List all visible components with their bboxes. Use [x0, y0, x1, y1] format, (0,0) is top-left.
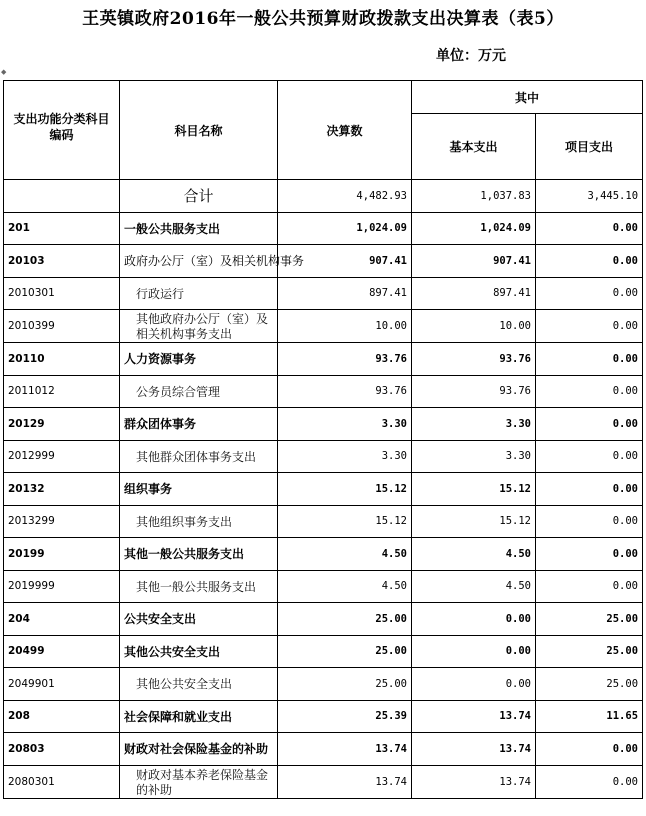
row-project: 0.00 [536, 473, 643, 506]
row-total: 25.00 [278, 635, 412, 668]
row-basic: 13.74 [412, 733, 536, 766]
row-name: 公务员综合管理 [120, 375, 278, 408]
row-name: 财政对基本养老保险基金的补助 [120, 765, 278, 798]
row-total: 10.00 [278, 310, 412, 343]
table-row [4, 277, 643, 310]
row-basic: 0.00 [412, 635, 536, 668]
row-total: 4.50 [278, 570, 412, 603]
table-row [4, 505, 643, 538]
row-code: 2013299 [4, 505, 120, 538]
row-basic: 907.41 [412, 245, 536, 278]
header-group: 其中 [412, 81, 643, 114]
row-name: 群众团体事务 [120, 408, 278, 441]
table-row [4, 310, 643, 343]
row-code: 20129 [4, 408, 120, 441]
row-code: 20110 [4, 343, 120, 376]
row-code: 20499 [4, 635, 120, 668]
table-row [4, 212, 643, 245]
row-total: 15.12 [278, 505, 412, 538]
table-row [4, 700, 643, 733]
row-code: 2010301 [4, 277, 120, 310]
row-marker-icon: ◆ [1, 68, 7, 76]
total-label: 合计 [120, 180, 278, 213]
table-row [4, 765, 643, 798]
row-code: 20132 [4, 473, 120, 506]
row-code: 208 [4, 700, 120, 733]
row-basic: 3.30 [412, 408, 536, 441]
row-project: 0.00 [536, 343, 643, 376]
row-name: 其他组织事务支出 [120, 505, 278, 538]
unit-label: 单位：万元 [436, 48, 506, 64]
row-project: 0.00 [536, 733, 643, 766]
row-total: 13.74 [278, 765, 412, 798]
row-project: 0.00 [536, 538, 643, 571]
row-basic: 15.12 [412, 505, 536, 538]
row-basic: 13.74 [412, 765, 536, 798]
row-name: 行政运行 [120, 277, 278, 310]
row-total: 897.41 [278, 277, 412, 310]
row-basic: 4.50 [412, 538, 536, 571]
row-basic: 3.30 [412, 440, 536, 473]
row-total: 93.76 [278, 375, 412, 408]
row-total: 25.39 [278, 700, 412, 733]
row-project: 11.65 [536, 700, 643, 733]
row-name: 财政对社会保险基金的补助 [120, 733, 278, 766]
row-name: 其他公共安全支出 [120, 635, 278, 668]
row-total: 93.76 [278, 343, 412, 376]
header-code: 支出功能分类科目编码 [4, 81, 120, 180]
row-total: 25.00 [278, 603, 412, 636]
row-name: 一般公共服务支出 [120, 212, 278, 245]
row-project: 0.00 [536, 375, 643, 408]
row-code: 2012999 [4, 440, 120, 473]
row-total: 4.50 [278, 538, 412, 571]
row-basic: 13.74 [412, 700, 536, 733]
total-code-cell [4, 180, 120, 213]
row-basic: 0.00 [412, 668, 536, 701]
header-project: 项目支出 [536, 114, 643, 180]
row-code: 2049901 [4, 668, 120, 701]
row-code: 2011012 [4, 375, 120, 408]
row-project: 25.00 [536, 668, 643, 701]
row-code: 204 [4, 603, 120, 636]
row-basic: 15.12 [412, 473, 536, 506]
row-project: 0.00 [536, 440, 643, 473]
row-total: 3.30 [278, 408, 412, 441]
row-total: 13.74 [278, 733, 412, 766]
row-project: 0.00 [536, 408, 643, 441]
row-code: 2019999 [4, 570, 120, 603]
row-name: 公共安全支出 [120, 603, 278, 636]
table-row [4, 245, 643, 278]
table-row [4, 570, 643, 603]
row-name: 社会保障和就业支出 [120, 700, 278, 733]
row-name: 其他群众团体事务支出 [120, 440, 278, 473]
total-row [4, 180, 643, 213]
row-name: 组织事务 [120, 473, 278, 506]
row-code: 2010399 [4, 310, 120, 343]
row-total: 907.41 [278, 245, 412, 278]
row-name: 其他一般公共服务支出 [120, 538, 278, 571]
total-project: 3,445.10 [536, 180, 643, 213]
header-basic: 基本支出 [412, 114, 536, 180]
row-code: 201 [4, 212, 120, 245]
row-code: 20103 [4, 245, 120, 278]
row-basic: 897.41 [412, 277, 536, 310]
row-name: 其他公共安全支出 [120, 668, 278, 701]
row-total: 25.00 [278, 668, 412, 701]
table-row [4, 603, 643, 636]
table-row [4, 440, 643, 473]
table-row [4, 538, 643, 571]
row-total: 1,024.09 [278, 212, 412, 245]
row-project: 0.00 [536, 505, 643, 538]
row-project: 0.00 [536, 310, 643, 343]
row-project: 0.00 [536, 765, 643, 798]
row-name: 其他一般公共服务支出 [120, 570, 278, 603]
total-sum: 4,482.93 [278, 180, 412, 213]
row-name: 政府办公厅（室）及相关机构事务 [120, 245, 278, 278]
row-basic: 0.00 [412, 603, 536, 636]
row-name: 其他政府办公厅（室）及相关机构事务支出 [120, 310, 278, 343]
table-row [4, 343, 643, 376]
budget-table [3, 80, 643, 799]
row-project: 0.00 [536, 245, 643, 278]
row-project: 0.00 [536, 277, 643, 310]
row-basic: 4.50 [412, 570, 536, 603]
row-name: 人力资源事务 [120, 343, 278, 376]
page-title: 王英镇政府2016年一般公共预算财政拨款支出决算表（表5） [82, 9, 564, 29]
row-project: 0.00 [536, 212, 643, 245]
row-basic: 1,024.09 [412, 212, 536, 245]
table-row [4, 408, 643, 441]
row-project: 25.00 [536, 603, 643, 636]
row-project: 25.00 [536, 635, 643, 668]
row-code: 20803 [4, 733, 120, 766]
table-row [4, 375, 643, 408]
row-code: 20199 [4, 538, 120, 571]
table-row [4, 668, 643, 701]
row-project: 0.00 [536, 570, 643, 603]
total-basic: 1,037.83 [412, 180, 536, 213]
table-row [4, 733, 643, 766]
table-row [4, 473, 643, 506]
row-total: 3.30 [278, 440, 412, 473]
row-total: 15.12 [278, 473, 412, 506]
row-basic: 93.76 [412, 375, 536, 408]
row-basic: 10.00 [412, 310, 536, 343]
header-total: 决算数 [278, 81, 412, 180]
row-basic: 93.76 [412, 343, 536, 376]
table-row [4, 635, 643, 668]
row-code: 2080301 [4, 765, 120, 798]
header-name: 科目名称 [120, 81, 278, 180]
